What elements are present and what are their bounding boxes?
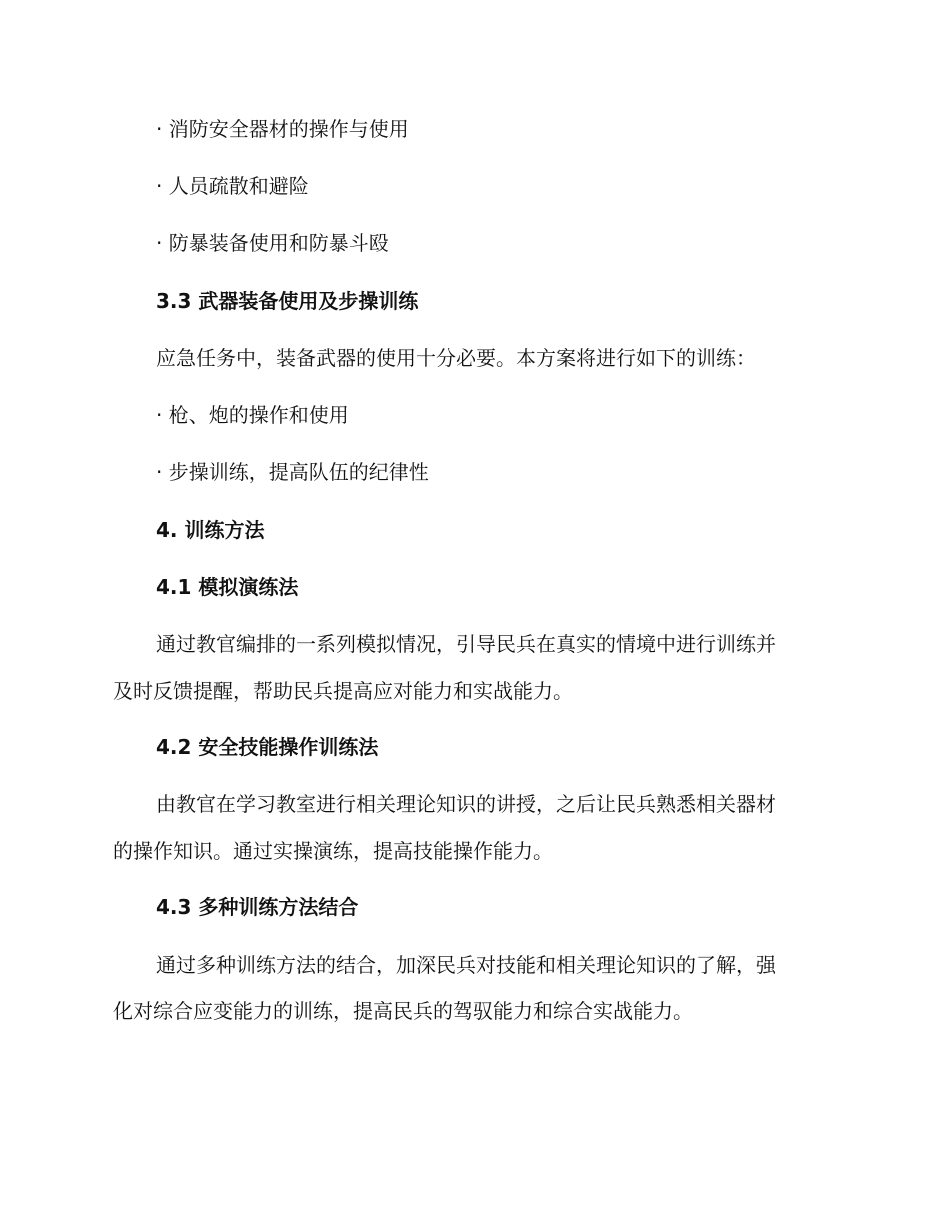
section-3-3-intro: 应急任务中，装备武器的使用十分必要。本方案将进行如下的训练： (156, 346, 756, 370)
bullet-evacuation: · 人员疏散和避险 (156, 174, 309, 198)
section-4-1-paragraph-line2: 及时反馈提醒，帮助民兵提高应对能力和实战能力。 (113, 679, 573, 703)
section-4-3-paragraph-line2: 化对综合应变能力的训练，提高民兵的驾驭能力和综合实战能力。 (113, 999, 693, 1023)
section-4-2-heading: 4.2 安全技能操作训练法 (156, 735, 379, 759)
section-4-2-paragraph-line1: 由教官在学习教室进行相关理论知识的讲授，之后让民兵熟悉相关器材 (156, 792, 776, 816)
bullet-fire-equipment: · 消防安全器材的操作与使用 (156, 117, 409, 141)
section-4-3-paragraph-line1: 通过多种训练方法的结合，加深民兵对技能和相关理论知识的了解，强 (156, 953, 776, 977)
section-4-1-heading: 4.1 模拟演练法 (156, 575, 299, 599)
section-3-3-heading: 3.3 武器装备使用及步操训练 (156, 289, 419, 313)
bullet-riot-equipment: · 防暴装备使用和防暴斗殴 (156, 231, 389, 255)
section-4-3-heading: 4.3 多种训练方法结合 (156, 895, 359, 919)
section-4-heading: 4. 训练方法 (156, 518, 265, 542)
section-4-1-paragraph-line1: 通过教官编排的一系列模拟情况，引导民兵在真实的情境中进行训练并 (156, 632, 776, 656)
bullet-weapons: · 枪、炮的操作和使用 (156, 403, 349, 427)
section-4-2-paragraph-line2: 的操作知识。通过实操演练，提高技能操作能力。 (113, 839, 553, 863)
bullet-drill: · 步操训练，提高队伍的纪律性 (156, 460, 429, 484)
